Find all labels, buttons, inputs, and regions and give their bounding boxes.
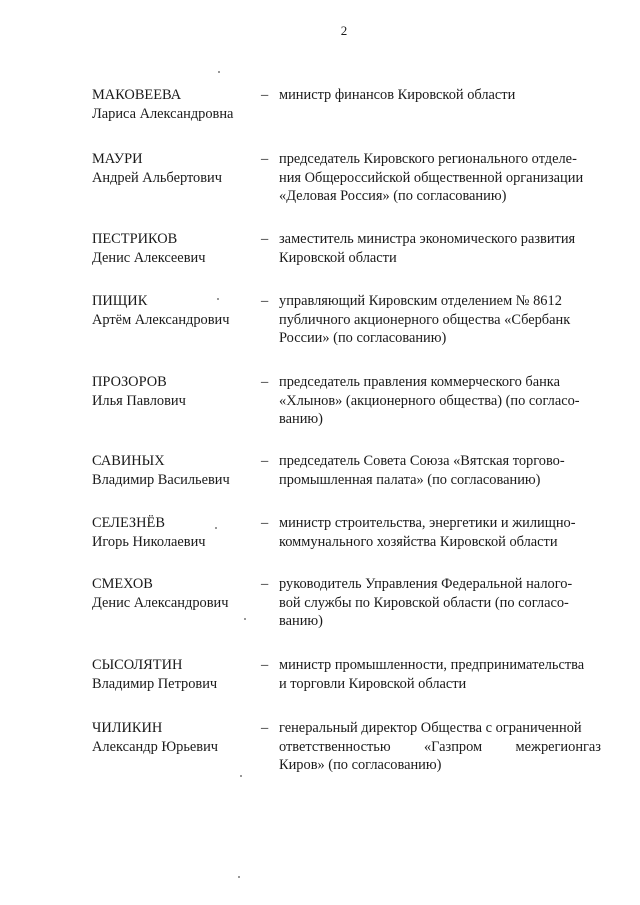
dash-separator: – [261,657,269,673]
member-name [92,575,257,612]
member-role [279,719,601,775]
role-line: ванию) [279,613,323,629]
member-surname: ПИЩИК [92,293,148,309]
member-surname: СМЕХОВ [92,576,153,592]
role-line: председатель правления коммерческого банка [279,374,560,390]
member-role [279,373,601,429]
member-role [279,86,601,105]
role-line: руководитель Управления Федеральной налого- [279,576,573,592]
member-role [279,514,601,551]
role-line: министр промышленности, предпринимательства [279,657,585,673]
dash-separator: – [261,151,269,167]
role-line: управляющий Кировским отделением № 8612 [279,293,562,309]
page-number: 2 [340,23,348,38]
dash-separator: – [261,87,269,103]
role-line: коммунального хозяйства Кировской области [279,533,558,550]
member-given-name: Игорь Николаевич [92,533,206,550]
member-given-name: Денис Александрович [92,594,229,611]
member-surname: МАУРИ [92,151,143,167]
member-given-name: Лариса Александровна [92,105,234,122]
member-given-name: Артём Александрович [92,311,230,328]
scan-speck [215,527,217,529]
member-name [92,230,257,267]
member-name [92,86,257,123]
role-line: России» (по согласованию) [279,330,447,346]
dash-separator: – [261,453,269,469]
role-line: генеральный директор Общества с ограниченной [279,720,582,736]
member-given-name: Денис Алексеевич [92,249,206,266]
dash-separator: – [261,293,269,309]
scan-speck [217,298,219,300]
member-name [92,292,257,329]
member-name [92,656,257,693]
member-surname: СЫСОЛЯТИН [92,657,183,673]
member-surname: ПЕСТРИКОВ [92,231,178,247]
role-line: промышленная палата» (по согласованию) [279,471,541,488]
role-line: Киров» (по согласованию) [279,757,442,773]
role-line: «Хлынов» (акционерного общества) (по согласо- [279,392,580,409]
member-given-name: Андрей Альбертович [92,169,222,186]
scan-speck [238,876,240,878]
member-name [92,150,257,187]
member-surname: ПРОЗОРОВ [92,374,167,390]
member-given-name: Илья Павлович [92,392,186,409]
role-line: министр финансов Кировской области [279,87,516,103]
member-role [279,150,601,206]
role-line: «Деловая Россия» (по согласованию) [279,188,507,204]
member-given-name: Владимир Петрович [92,675,218,692]
role-line: председатель Кировского регионального отделе- [279,151,577,167]
dash-separator: – [261,374,269,390]
role-line: ванию) [279,411,323,427]
role-line: ответственностью «Газпром межрегионгаз [279,738,601,755]
member-name [92,452,257,489]
dash-separator: – [261,720,269,736]
role-line: публичного акционерного общества «Сбербанк [279,311,571,328]
member-surname: СЕЛЕЗНЁВ [92,515,165,531]
member-role [279,230,601,267]
member-role [279,656,601,693]
role-line: заместитель министра экономического развития [279,231,576,247]
member-given-name: Владимир Васильевич [92,471,230,488]
role-line: ния Общероссийской общественной организации [279,169,584,186]
role-line: и торговли Кировской области [279,675,467,692]
member-surname: МАКОВЕЕВА [92,87,182,103]
role-line: председатель Совета Союза «Вятская торгово- [279,453,565,469]
dash-separator: – [261,576,269,592]
role-line: Кировской области [279,249,397,266]
member-name [92,719,257,756]
member-role [279,452,601,489]
dash-separator: – [261,231,269,247]
scan-speck [240,775,242,777]
member-role [279,575,601,631]
scan-speck [244,618,246,620]
member-name [92,373,257,410]
role-line: вой службы по Кировской области (по согласо- [279,594,569,611]
dash-separator: – [261,515,269,531]
member-surname: ЧИЛИКИН [92,720,163,736]
member-name [92,514,257,551]
member-role [279,292,601,348]
scan-speck [218,71,220,73]
member-given-name: Александр Юрьевич [92,738,219,755]
member-surname: САВИНЫХ [92,453,165,469]
role-line: министр строительства, энергетики и жилищно- [279,515,576,531]
